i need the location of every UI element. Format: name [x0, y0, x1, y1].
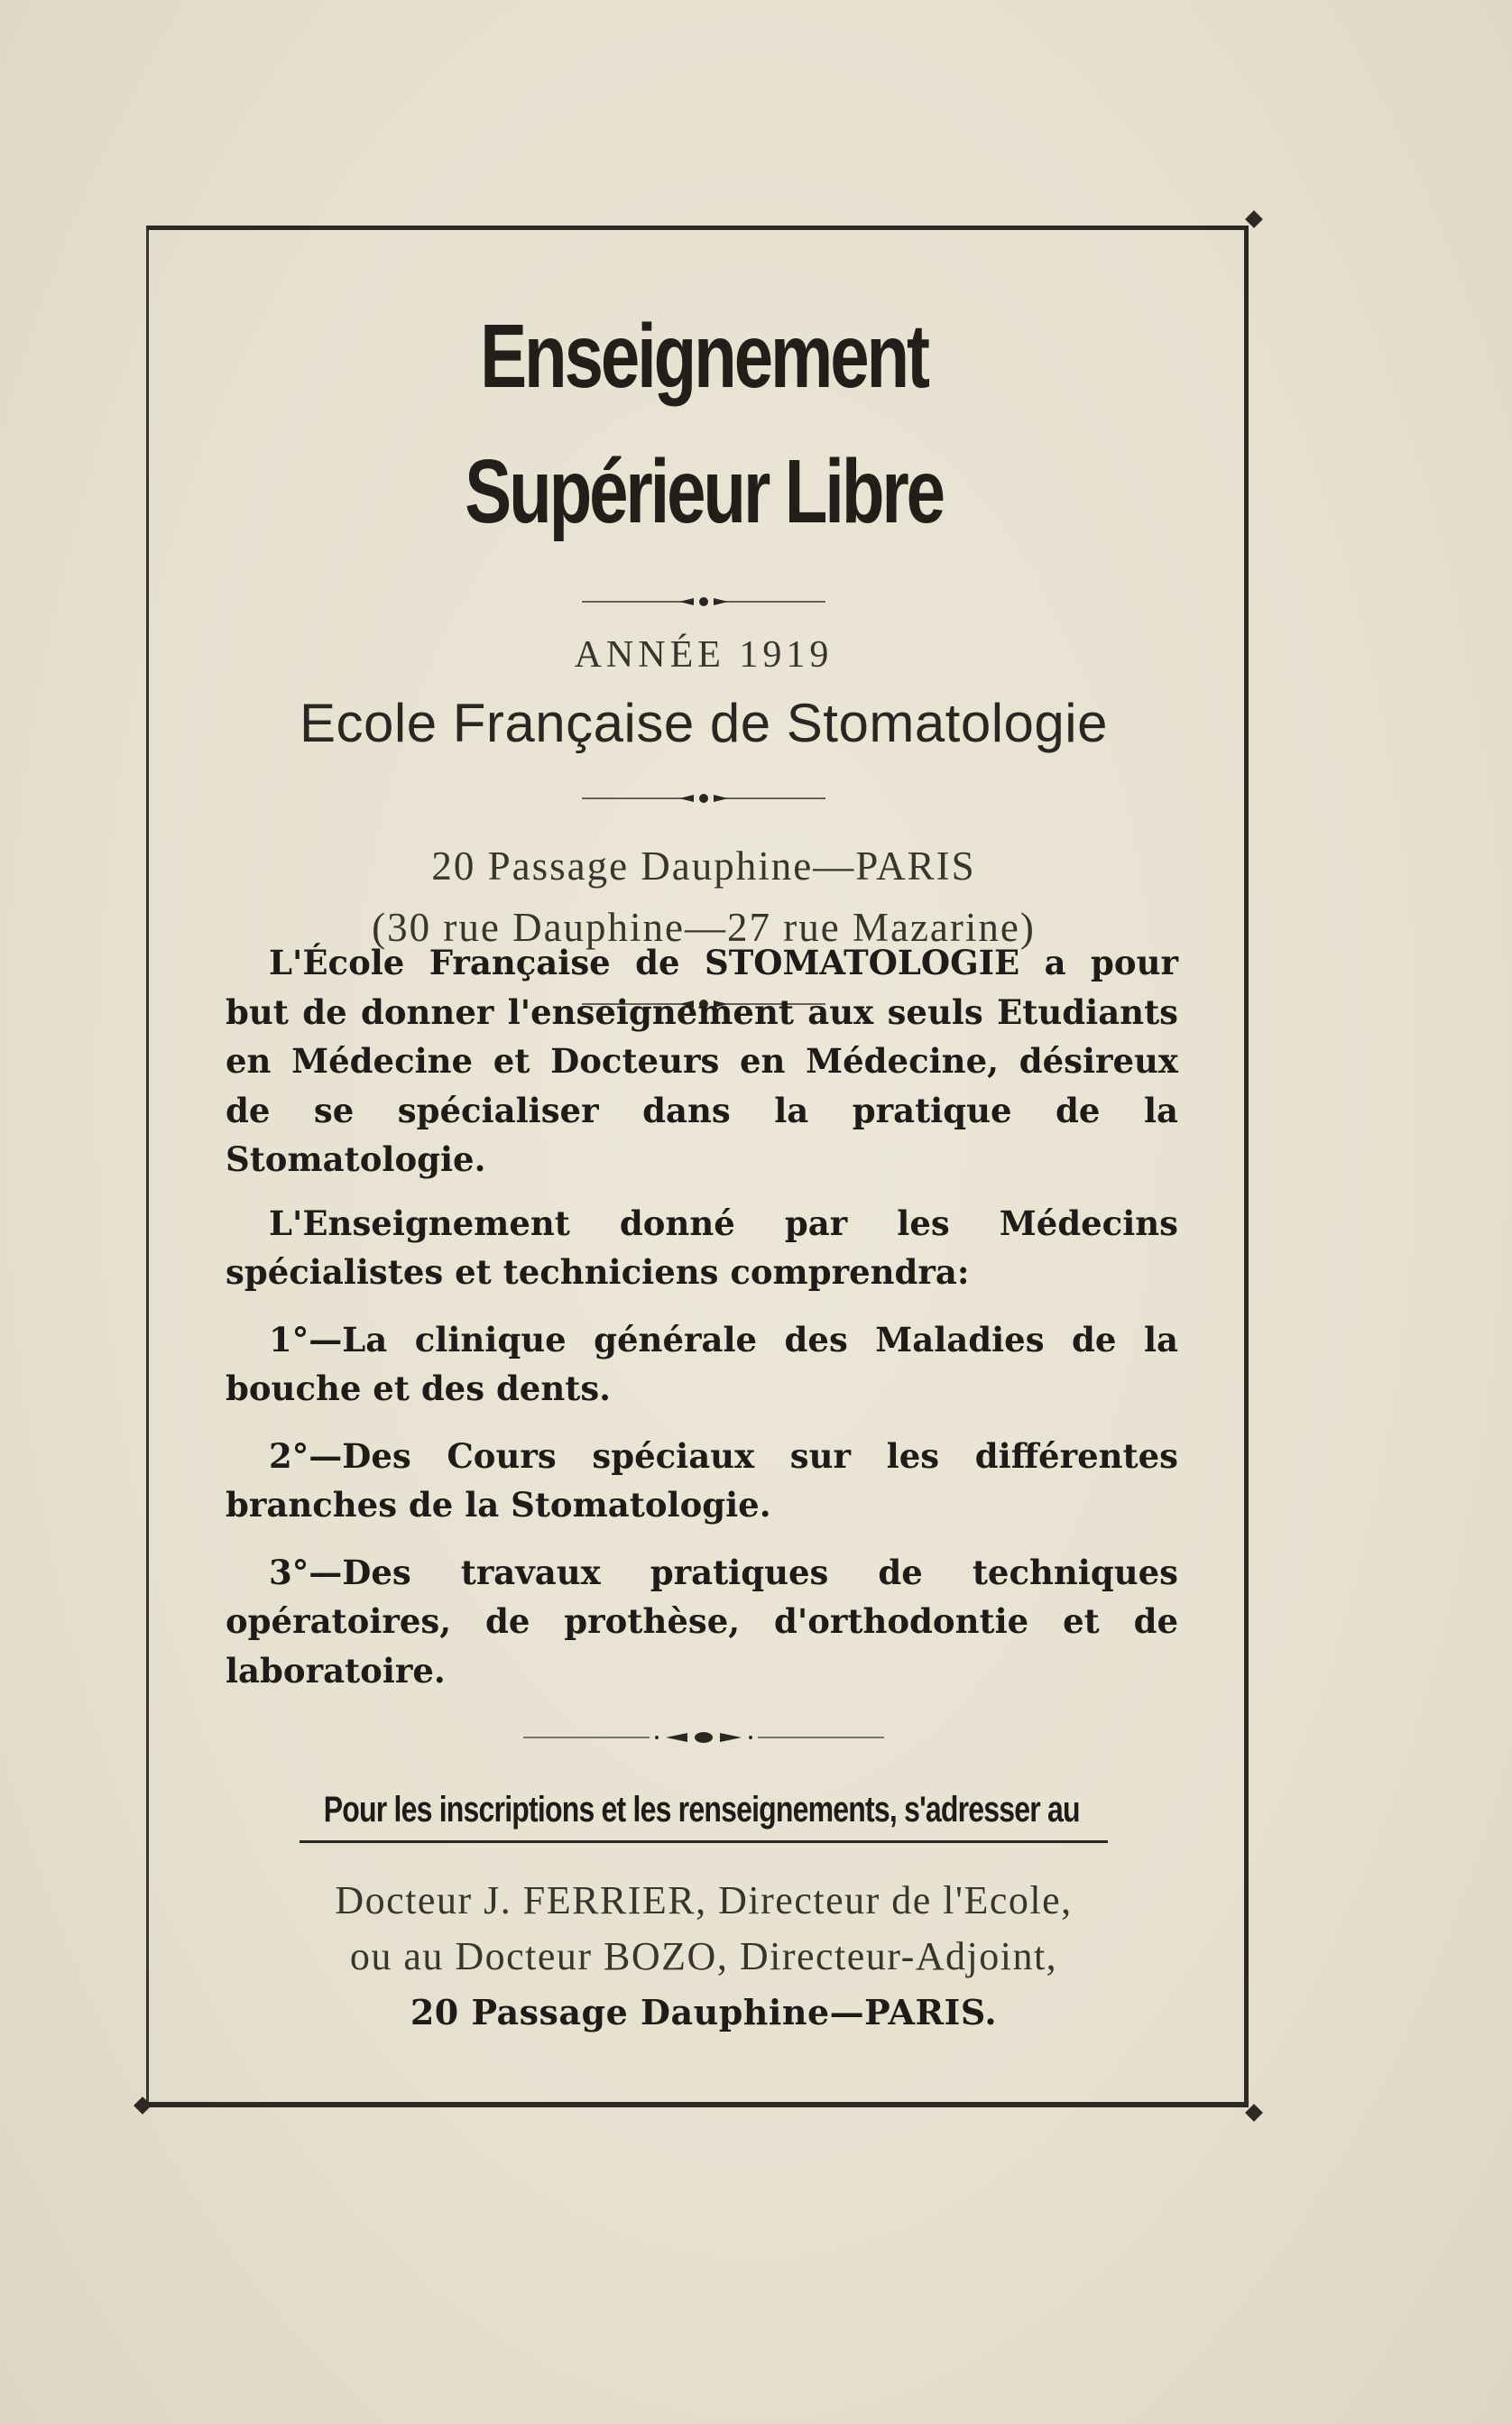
curriculum-paragraph: L'Enseignement donné par les Médecins spécialistes et techniciens comprendra: — [226, 1203, 1178, 1292]
contact-address: 20 Passage Dauphine—PARIS. — [410, 1992, 998, 2032]
contact-deputy: ou au Docteur BOZO, Directeur-Adjoint, — [349, 1934, 1058, 1978]
contact-block — [217, 1873, 1191, 2041]
main-title: Enseignement Supérieur Libre — [465, 306, 943, 542]
school-name: Ecole Française de Stomatologie — [300, 693, 1108, 753]
divider-ornament — [523, 1730, 884, 1745]
inscription-text: Pour les inscriptions et les renseignements, s'adresser au — [323, 1790, 1080, 1830]
divider-ornament — [582, 595, 825, 608]
curriculum-item-2: 2°—Des Cours spéciaux sur les différentes branches de la Stomatologie. — [226, 1435, 1178, 1525]
year-heading: ANNÉE 1919 — [574, 634, 834, 676]
contact-director: Docteur J. FERRIER, Directeur de l'Ecole, — [335, 1878, 1073, 1922]
curriculum-item-3: 3°—Des travaux pratiques de techniques opératoires, de prothèse, d'orthodontie et de laboratoire. — [226, 1552, 1178, 1691]
curriculum-item-1: 1°—La clinique générale des Maladies de la bouche et des dents. — [226, 1319, 1178, 1408]
header-section — [217, 289, 1191, 1010]
intro-paragraph: L'École Française de STOMATOLOGIE a pour but de donner l'enseignement aux seuls Etudiants en Médecine et Docteurs en Médecine, désireux de se spécialiser dans la pratique de la Stomatologie. — [226, 943, 1178, 1179]
address-line-1: 20 Passage Dauphine—PARIS — [431, 843, 976, 889]
inscription-notice — [226, 1784, 1178, 1835]
divider-ornament — [582, 792, 825, 805]
body-text — [226, 938, 1178, 1713]
inscription-underline — [300, 1840, 1108, 1843]
address-line-2: (30 rue Dauphine—27 rue Mazarine) — [372, 905, 1036, 950]
